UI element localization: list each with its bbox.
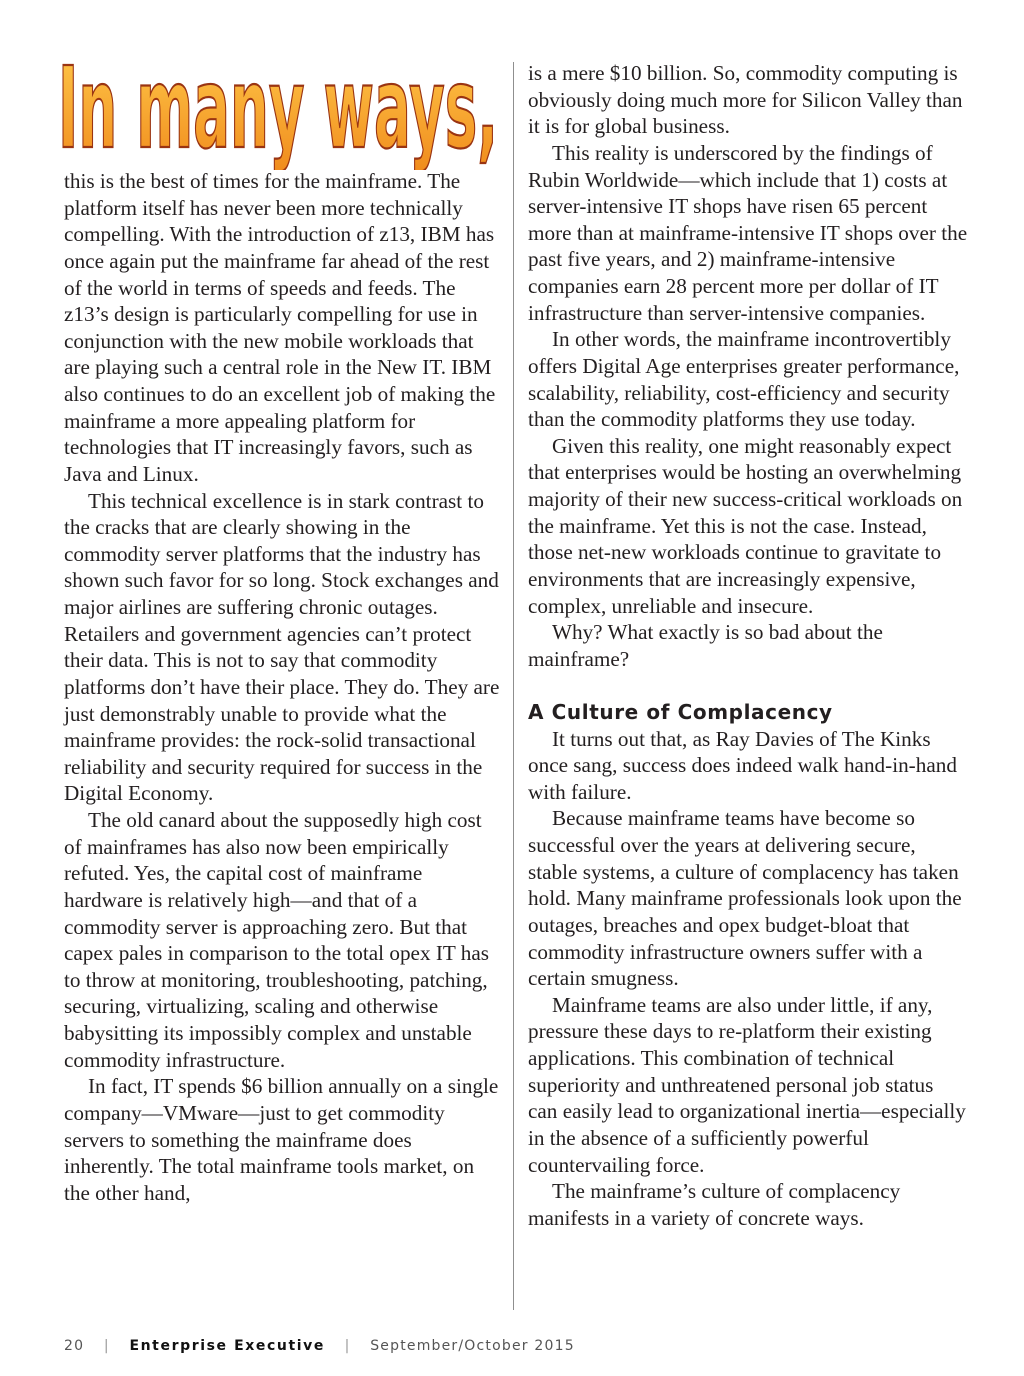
- paragraph: The old canard about the supposedly high cost of mainframes has also now been empirically refuted. Yes, the capital cost of mainframe hardware is relatively high—and that of a commodity server is approaching zero. But that capex pales in comparison to the total opex IT has to throw at monitoring, troubleshooting, patching, securing, virtualizing, scaling and otherwise babysitting its impossibly complex and unstable commodity infrastructure.: [64, 808, 490, 1072]
- paragraph: This reality is underscored by the findings of Rubin Worldwide—which include that 1) costs at server-intensive IT shops have risen 65 percent more than at mainframe-intensive IT shops over the past five years, and 2) mainframe-intensive companies earn 28 percent more per dollar of IT infrastructure than server-intensive companies.: [528, 140, 968, 325]
- paragraph: this is the best of times for the mainframe. The platform itself has never been more technically compelling. With the introduction of z13, IBM has once again put the mainframe far ahead of the rest of the world in terms of speeds and feeds. The z13’s design is particularly compelling for use in conjunction with the new mobile workloads that are playing such a central role in the New IT. IBM also continues to do an excellent job of making the mainframe a more appealing platform for technologies that IT increasingly favors, such as Java and Linux.: [64, 169, 496, 486]
- footer-separator: |: [103, 1338, 110, 1354]
- paragraph: Because mainframe teams have become so successful over the years at delivering secure, stable systems, a culture of complacency has taken hold. Many mainframe professionals look upon the outages, breaches and opex budget-bloat that commodity infrastructure owners suffer with a certain smugness.: [528, 806, 962, 991]
- section-heading: A Culture of Complacency: [528, 699, 833, 724]
- page-footer: [64, 1334, 575, 1358]
- headline: [56, 52, 506, 170]
- headline-art: [56, 52, 506, 170]
- paragraph: The mainframe’s culture of complacency manifests in a variety of concrete ways.: [528, 1179, 901, 1230]
- paragraph: In other words, the mainframe incontrovertibly offers Digital Age enterprises greater performance, scalability, reliability, cost-efficiency and security than the commodity platforms they use today.: [528, 327, 960, 432]
- paragraph: This technical excellence is in stark contrast to the cracks that are clearly showing in the commodity server platforms that the industry has shown such favor for so long. Stock exchanges and major airlines are suffering chronic outages. Retailers and government agencies can’t protect their data. This is not to say that commodity platforms don’t have their place. They do. They are just demonstrably unable to provide what the mainframe provides: the rock-solid transactional reliability and security required for success in the Digital Economy.: [64, 488, 500, 806]
- headline-text: In many ways,: [58, 52, 498, 170]
- paragraph: Mainframe teams are also under little, if any, pressure these days to re-platform their existing applications. This combination of technical superiority and unthreatened personal job status can easily lead to organizational inertia—especially in the absence of a sufficiently powerful countervailing force.: [528, 992, 966, 1177]
- paragraph: In fact, IT spends $6 billion annually on a single company—VMware—just to get commodity servers to something the mainframe does inherently. The total mainframe tools market, on the other hand,: [64, 1074, 499, 1205]
- page-number: 20: [64, 1338, 85, 1354]
- publication-name: Enterprise Executive: [129, 1338, 325, 1354]
- paragraph: It turns out that, as Ray Davies of The Kinks once sang, success does indeed walk hand-in-hand with failure.: [528, 726, 957, 804]
- column-right: [528, 60, 968, 1231]
- column-left: [64, 168, 504, 1206]
- column-divider: [513, 62, 514, 1310]
- footer-separator: |: [344, 1338, 351, 1354]
- issue-date: September/October 2015: [370, 1338, 575, 1354]
- paragraph: Given this reality, one might reasonably expect that enterprises would be hosting an overwhelming majority of their new success-critical workloads on the mainframe. Yet this is not the case. Instead, those net-new workloads continue to gravitate to environments that are increasingly expensive, complex, unreliable and insecure.: [528, 433, 963, 618]
- paragraph: Why? What exactly is so bad about the mainframe?: [528, 620, 883, 671]
- paragraph: is a mere $10 billion. So, commodity computing is obviously doing much more for Silicon Valley than it is for global business.: [528, 61, 963, 139]
